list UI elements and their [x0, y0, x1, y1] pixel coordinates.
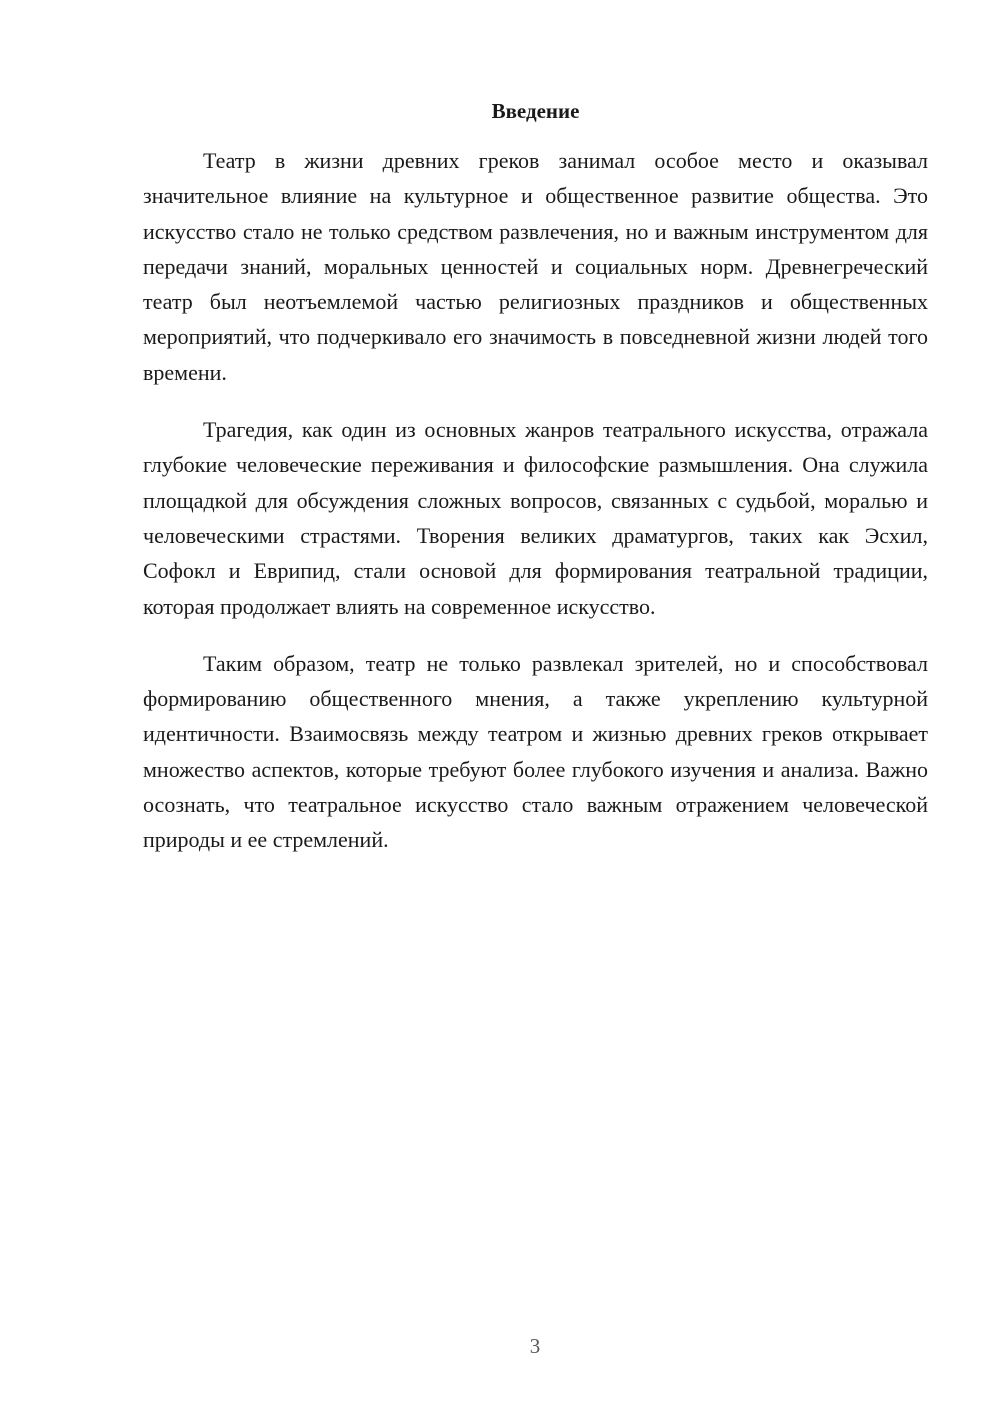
paragraph-3: Таким образом, театр не только развлекал зрителей, но и способствовал формированию общественного мнения, а также укреплению культурной идентичности. Взаимосвязь между театром и жизнью древних греков открывает множество аспектов, которые требуют более глубокого изучения и анализа. Важно осознать, что театральное искусство стало важным отражением человеческой природы и ее стремлений. [143, 650, 928, 853]
paragraph-2: Трагедия, как один из основных жанров театрального искусства, отражала глубокие человеческие переживания и философские размышления. Она служила площадкой для обсуждения сложных вопросов, связанных с судьбой, моралью и человеческими страстями. Творения великих драматургов, таких как Эсхил, Софокл и Еврипид, стали основой для формирования театральной традиции, которая продолжает влиять на современное искусство. [143, 417, 928, 619]
paragraph-1: Театр в жизни древних греков занимал особое место и оказывал значительное влияние на культурное и общественное развитие общества. Это искусство стало не только средством развлечения, но и важным инструментом для передачи знаний, моральных ценностей и социальных норм. Древнегреческий театр был неотъемлемой частью религиозных праздников и общественных мероприятий, что подчеркивало его значимость в повседневной жизни людей того времени. [143, 148, 928, 385]
document-body [143, 143, 928, 880]
page-number: 3 [529, 1334, 541, 1358]
section-heading: Введение [491, 99, 580, 123]
